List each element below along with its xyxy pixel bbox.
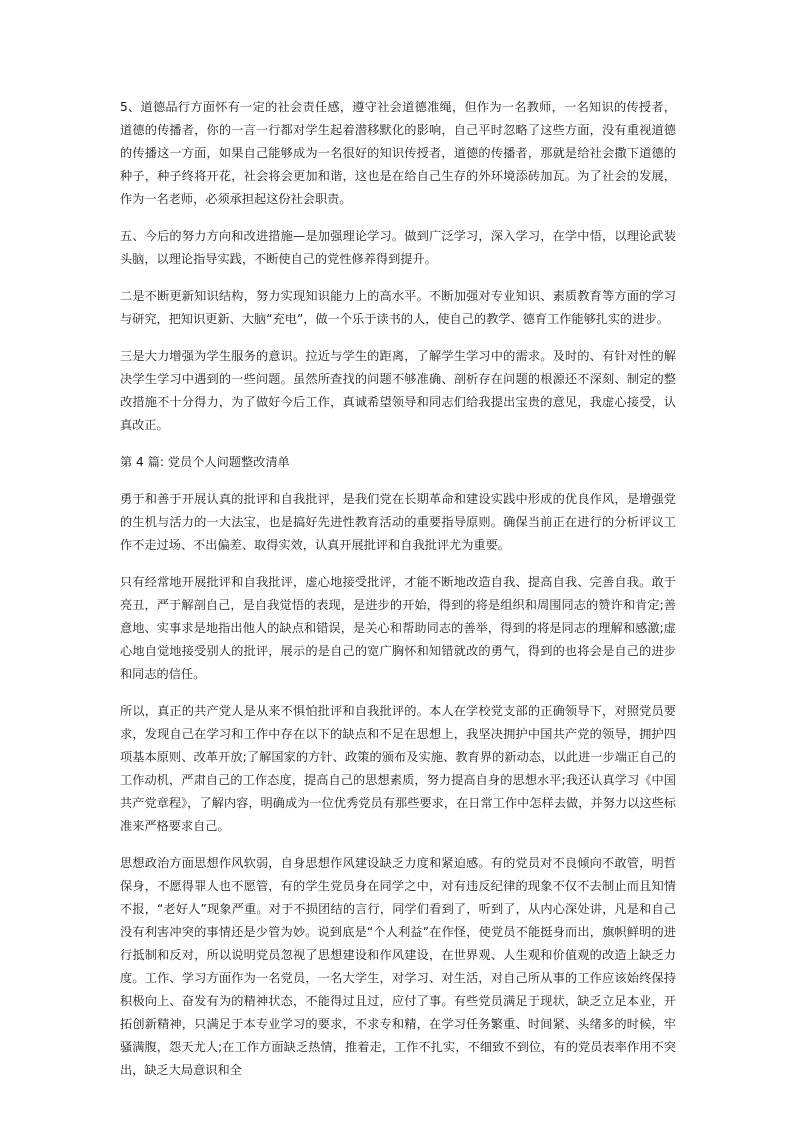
section-heading: 第 4 篇: 党员个人问题整改清单 [120, 455, 290, 469]
paragraph-party-member: 所以，真正的共产党人是从来不惧怕批评和自我批评的。本人在学校党支部的正确领导下，对照党员要求，发现自己在学习和工作中存在以下的缺点和不足在思想上，我坚决拥护中国共产党的领导，拥护四项基本原则、改革开放;了解国家的方针、政策的颁布及实施、教育界的新动态，以此进一步端正自己的工作动机，严肃自己的工作态度，提高自己的思想素质，努力提高自身的思想水平;我还认真学习《中国共产党章程》，了解内容，明确成为一位优秀党员有那些要求，在日常工作中怎样去做，并努力以这些标准来严格要求自己。 [120, 704, 676, 833]
paragraph-knowledge-update: 二是不断更新知识结构，努力实现知识能力上的高水平。不断加强对专业知识、素质教育等方面的学习与研究，把知识更新、大脑“充电”，做一个乐于读书的人，使自己的教学、德育工作能够扎实的进步。 [120, 289, 676, 326]
paragraph-criticism-intro: 勇于和善于开展认真的批评和自我批评，是我们党在长期革命和建设实践中形成的优良作风，是增强党的生机与活力的一大法宝，也是搞好先进性教育活动的重要指导原则。确保当前正在进行的分析评议工作不走过场、不出偏差、取得实效，认真开展批评和自我批评尤为重要。 [120, 492, 676, 552]
paragraph-moral-responsibility: 5、道德品行方面怀有一定的社会责任感，遵守社会道德准绳，但作为一名教师，一名知识的传授者，道德的传播者，你的一言一行都对学生起着潜移默化的影响，自己平时忽略了这些方面，没有重视道德的传播这一方面，如果自己能够成为一名很好的知识传授者，道德的传播者，那就是给社会撒下道德的种子，种子终将开花，社会将会更加和谐，这也是在给自己生存的外环境添砖加瓦。为了社会的发展，作为一名老师，必须承担起这份社会职责。 [120, 100, 676, 206]
document-body [120, 96, 676, 1096]
paragraph-theory-study: 五、今后的努力方向和改进措施—是加强理论学习。做到广泛学习，深入学习，在学中悟，以理论武装头脑，以理论指导实践，不断使自己的党性修养得到提升。 [120, 229, 676, 266]
paragraph-political-thought: 思想政治方面思想作风软弱，自身思想作风建设缺乏力度和紧迫感。有的党员对不良倾向不敢管，明哲保身，不愿得罪人也不愿管，有的学生党员身在同学之中，对有违反纪律的现象不仅不去制止而且知情不报，“老好人”现象严重。对于不损团结的言行，同学们看到了，听到了，从内心深处讲，凡是和自己没有利害冲突的事情还是少管为妙。说到底是“个人利益”在作怪，使党员不能挺身而出，旗帜鲜明的进行抵制和反对，所以说明党员忽视了思想建设和作风建设，在世界观、人生观和价值观的改造上缺乏力度。工作、学习方面作为一名党员，一名大学生，对学习、对生活，对自己所从事的工作应该始终保持积极向上、奋发有为的精神状态，不能得过且过，应付了事。有些党员满足于现状，缺乏立足本业，开拓创新精神，只满足于本专业学习的要求，不求专和精，在学习任务繁重、时间紧、头绪多的时候，牢骚满腹，怨天尤人;在工作方面缺乏热情，推着走，工作不扎实，不细致不到位，有的党员表率作用不突出，缺乏大局意识和全 [120, 856, 676, 1077]
paragraph-serve-students: 三是大力增强为学生服务的意识。拉近与学生的距离，了解学生学习中的需求。及时的、有针对性的解决学生学习中遇到的一些问题。虽然所查找的问题不够准确、剖析存在问题的根源还不深刻、制定的整改措施不十分得力，为了做好今后工作，真诚希望领导和同志们给我提出宝贵的意见，我虚心接受，认真改正。 [120, 349, 676, 432]
paragraph-self-criticism: 只有经常地开展批评和自我批评，虚心地接受批评，才能不断地改造自我、提高自我、完善自我。敢于亮丑，严于解剖自己，是自我觉悟的表现，是进步的开始，得到的将是组织和周围同志的赞许和肯定;善意地、实事求是地指出他人的缺点和错误，是关心和帮助同志的善举，得到的将是同志的理解和感激;虚心地自觉地接受别人的批评，展示的是自己的宽广胸怀和知错就改的勇气，得到的也将会是自己的进步和同志的信任。 [120, 575, 676, 681]
